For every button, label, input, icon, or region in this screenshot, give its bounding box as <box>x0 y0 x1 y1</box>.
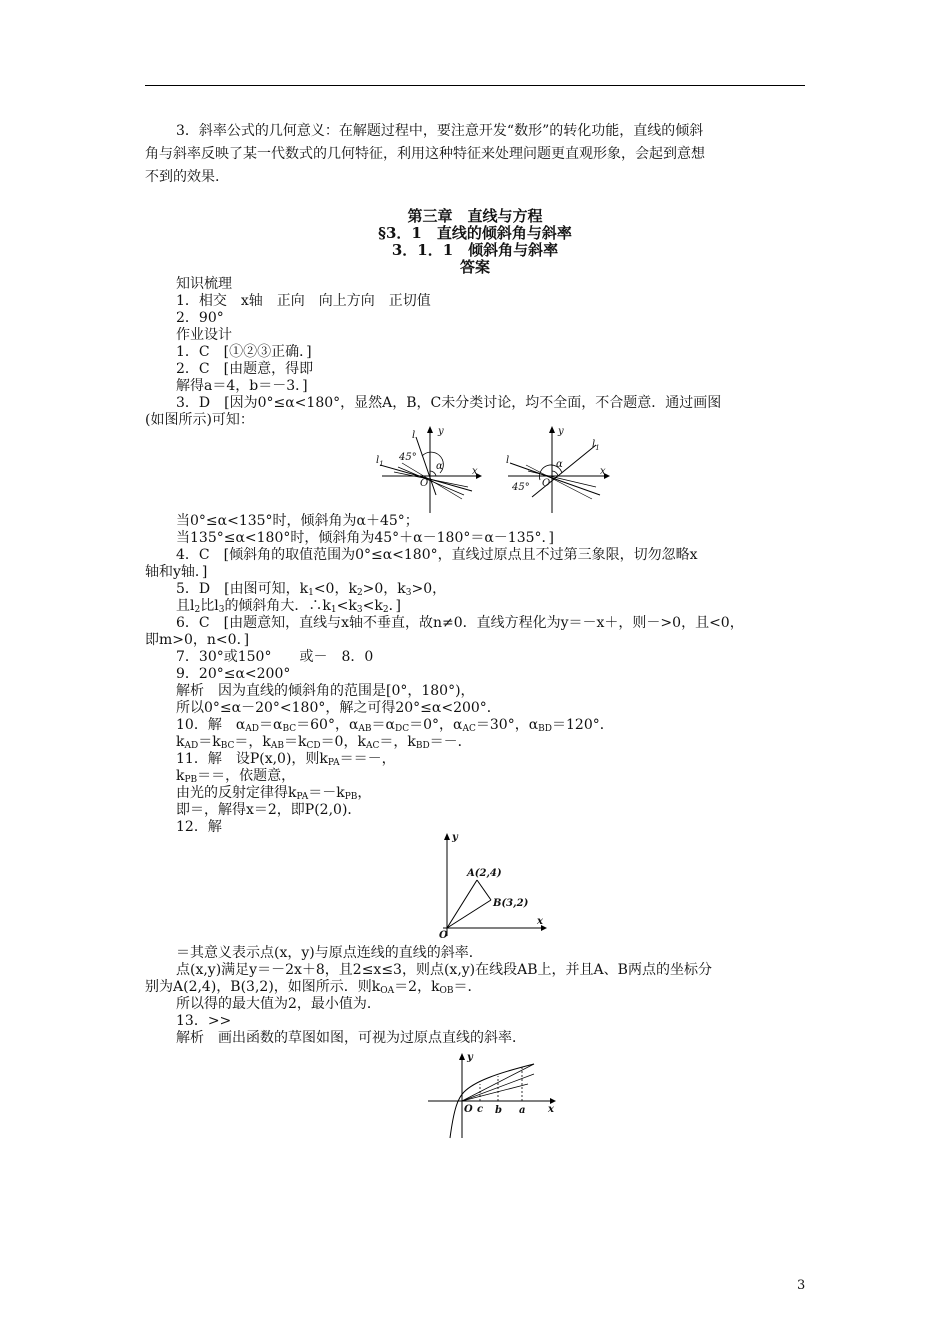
fig2-alpha-label: α <box>556 459 563 470</box>
fig3-point-b-label: B(3,2) <box>493 898 529 909</box>
q12-line-5: 所以得的最大值为2，最小值为． <box>176 996 381 1012</box>
fig3-origin-label: O <box>439 930 448 940</box>
figure-angle-left <box>372 425 484 515</box>
fig1-y-label: y <box>438 426 444 437</box>
q3-line-3: 当0°≤α<135°时，倾斜角为α＋45°； <box>176 513 419 529</box>
fig1-l1-sub: 1 <box>379 460 384 468</box>
q4-line-2: 轴和y轴．] <box>145 564 208 580</box>
fig4-origin-label: O <box>464 1104 473 1115</box>
intro-line-1: 3．斜率公式的几何意义：在解题过程中，要注意开发“数形”的转化功能，直线的倾斜 <box>176 123 704 139</box>
q12-line-1: 12．解 <box>176 819 222 835</box>
header-rule <box>145 85 805 86</box>
fig4-y-label: y <box>467 1052 473 1063</box>
figure-segment-ab <box>433 830 551 940</box>
fig4-x-label: x <box>548 1104 554 1115</box>
q10-line-1: 10．解 $\alpha_{AD}=\alpha_{BC}=60^\circ$，$\alpha_{AB}=\alpha_{DC}=0^\circ$，$\alpha_{AC}=30^\circ$，$\alpha_{BD}=120^\circ$． <box>176 717 614 734</box>
fig1-origin-label: O <box>420 478 429 489</box>
q5-line-1: 5．D [由图可知，$k_1<0$，$k_2>0$，$k_3>0$， <box>176 581 447 598</box>
q6-line-2: 即m>0，n<0．] <box>145 632 250 648</box>
fig2-x-label: x <box>600 466 606 477</box>
fig2-l-label: l <box>506 455 510 466</box>
homework-heading: 作业设计 <box>176 327 232 343</box>
intro-line-2: 角与斜率反映了某一代数式的几何特征，利用这种特征来处理问题更直观形象，会起到意想 <box>145 146 705 162</box>
page-number: 3 <box>797 1278 806 1293</box>
q4-line-1: 4．C [倾斜角的取值范围为0°≤α<180°，直线过原点且不过第三象限，切勿忽略x <box>176 547 698 563</box>
fig4-c-label: c <box>477 1104 484 1115</box>
fig2-y-label: y <box>558 426 564 437</box>
fig4-a-label: a <box>519 1105 526 1116</box>
q12-line-3: 点(x,y)满足y＝－2x＋8，且2≤x≤3，则点(x,y)在线段AB上，并且A、B两点的坐标分 <box>176 962 712 978</box>
subsection-title: 3．1．1 倾斜角与斜率 <box>391 241 559 259</box>
fig1-l1-label <box>376 455 384 468</box>
q3-line-4: 当135°≤α<180°时，倾斜角为45°＋α－180°＝α－135°．] <box>176 530 554 546</box>
figure-function-curve <box>424 1048 558 1140</box>
figure-angle-right <box>500 425 612 515</box>
q9-line-2: 解析 因为直线的倾斜角的范围是[0°，180°)， <box>176 683 475 699</box>
answer-1: 1．相交 x轴 正向 向上方向 正切值 <box>176 293 431 309</box>
q10-line-2: $k_{AD}=k_{BC}=$，$k_{AB}=k_{CD}=0$，$k_{AC}=$，$k_{BD}=-$． <box>176 734 472 751</box>
q9-line-1: 9．20°≤α<200° <box>176 666 291 682</box>
intro-line-3: 不到的效果. <box>145 169 220 185</box>
answers-title: 答案 <box>459 258 490 276</box>
fig1-x-label: x <box>472 466 478 477</box>
q11-line-2: $k_{PB}==$，依题意， <box>176 768 296 785</box>
q9-line-3: 所以0°≤α－20°<180°，解之可得20°≤α<200°． <box>176 700 501 716</box>
q13-line-1: 13．>> <box>176 1013 232 1029</box>
q11-line-4: 即＝，解得x＝2，即P(2,0)． <box>176 802 362 818</box>
knowledge-heading: 知识梳理 <box>176 276 232 292</box>
fig2-origin-label: O <box>542 478 551 489</box>
fig2-angle-label: 45° <box>512 482 530 493</box>
q11-line-1: 11．解 设P(x,0)，则$k_{PA}==-$， <box>176 751 396 768</box>
q2-line-1: 2．C [由题意，得即 <box>176 361 314 377</box>
fig1-angle-label: 45° <box>399 452 417 463</box>
fig1-alpha-label: α <box>436 461 443 472</box>
answer-2: 2．90° <box>176 310 224 326</box>
q1-line: 1．C [①②③正确．] <box>176 344 312 360</box>
fig2-l1-sub: 1 <box>595 444 600 452</box>
fig3-y-label: y <box>452 832 458 843</box>
q3-line-1: 3．D [因为0°≤α<180°，显然A，B，C未分类讨论，均不全面，不合题意．通过画图 <box>176 395 722 411</box>
chapter-title: 第三章 直线与方程 <box>407 207 543 225</box>
fig2-l1-main: l <box>592 439 596 450</box>
fig1-l-label: l <box>412 430 416 441</box>
fig4-b-label: b <box>495 1105 502 1116</box>
q13-line-2: 解析 画出函数的草图如图，可视为过原点直线的斜率． <box>176 1030 526 1046</box>
q6-line-1: 6．C [由题意知，直线与x轴不垂直，故n≠0．直线方程化为y＝－x＋，则－>0，且<0， <box>176 615 744 631</box>
q2-line-2: 解得a＝4，b＝－3．] <box>176 378 308 394</box>
q5-line-2: 且$l_2$比$l_3$的倾斜角大．$\therefore k_1<k_3<k_2$．] <box>176 598 402 615</box>
fig1-l1-main: l <box>376 455 380 466</box>
fig3-x-label: x <box>537 916 543 927</box>
q12-line-2: ＝其意义表示点(x，y)与原点连线的直线的斜率． <box>176 945 483 961</box>
q12-line-4: 别为A(2,4)，B(3,2)，如图所示．则$k_{OA}=2$，$k_{OB}=$． <box>145 979 482 996</box>
q7-line: 7．30°或150° 或－ 8．0 <box>176 649 374 665</box>
fig2-l1-label <box>592 439 600 452</box>
section-title: §3．1 直线的倾斜角与斜率 <box>378 224 572 242</box>
q3-line-2: (如图所示)可知： <box>145 412 254 428</box>
fig3-point-a-label: A(2,4) <box>467 868 502 879</box>
q11-line-3: 由光的反射定律得$k_{PA}=-k_{PB}$， <box>176 785 372 802</box>
